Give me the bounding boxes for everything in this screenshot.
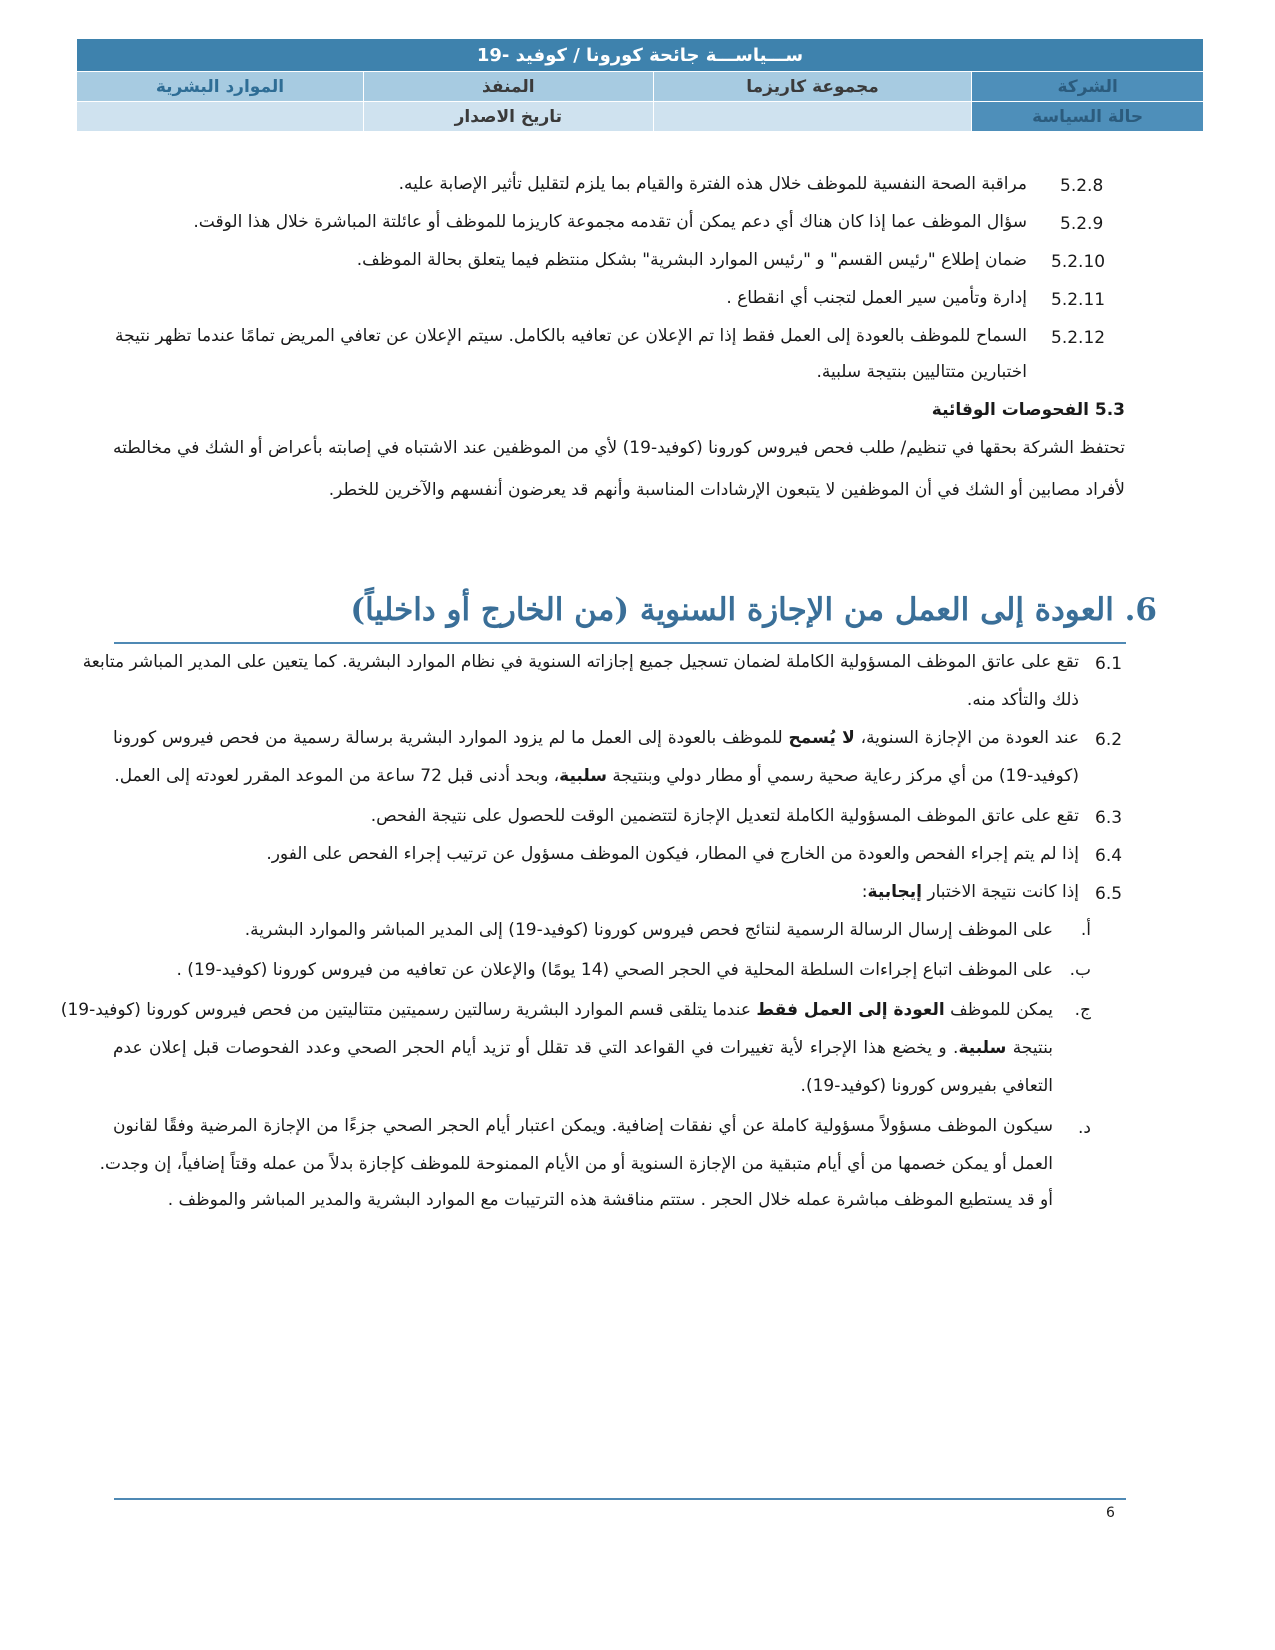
sub-item-text [60, 998, 1053, 1022]
page-number: 6 [1106, 1505, 1115, 1521]
footer-divider [114, 1498, 1126, 1500]
section-5-3-paragraph-line: تحتفظ الشركة بحقها في تنظيم/ طلب فحص فيروس كورونا (كوفيد-19) لأي من الموظفين عند الاشتباه في إصابته بأعراض أو الشك في مخالطته [113, 438, 1125, 458]
item-text: إدارة وتأمين سير العمل لتجنب أي انقطاع . [726, 288, 1027, 308]
sub-item-letter: ج. [1074, 1000, 1091, 1020]
section-6-title: 6. العودة إلى العمل من الإجازة السنوية (من الخارج أو داخلياً) [350, 592, 1157, 628]
emphasis-return-only: العودة إلى العمل فقط [756, 1000, 945, 1020]
status-value [653, 102, 971, 132]
item-text [862, 880, 1079, 904]
emphasis-negative: سلبية [559, 766, 608, 786]
item-number: 6.4 [1095, 846, 1123, 866]
executor-value: الموارد البشرية [77, 72, 364, 102]
item-number: 6.3 [1095, 808, 1123, 828]
emphasis-not-allowed: لا يُسمح [788, 728, 855, 748]
text-run: عند العودة من الإجازة السنوية، [854, 728, 1079, 748]
item-text: السماح للموظف بالعودة إلى العمل فقط إذا تم الإعلان عن تعافيه بالكامل. سيتم الإعلان عن تعافي المريض تمامًا عندما تظهر نتيجة [115, 326, 1027, 346]
sub-item-letter: ب. [1069, 960, 1091, 980]
company-value: مجموعة كاريزما [653, 72, 971, 102]
item-number: 6.5 [1095, 884, 1123, 904]
sub-item-letter: د. [1078, 1118, 1091, 1138]
item-number: 5.2.9 [1060, 214, 1104, 234]
item-text-continued: اختبارين متتاليين بنتيجة سلبية. [816, 362, 1027, 382]
issue-date-value [77, 102, 364, 132]
item-number: 6.1 [1095, 654, 1123, 674]
item-number: 5.2.10 [1051, 252, 1106, 272]
item-number: 6.2 [1095, 730, 1123, 750]
item-number: 5.2.11 [1051, 290, 1106, 310]
item-text: إذا لم يتم إجراء الفحص والعودة من الخارج في المطار، فيكون الموظف مسؤول عن ترتيب إجراء الفحص على الفور. [266, 844, 1079, 864]
item-number: 5.2.12 [1051, 328, 1106, 348]
sub-item-text-continued [113, 1036, 1053, 1060]
sub-item-text: على الموظف اتباع إجراءات السلطة المحلية في الحجر الصحي (14 يومًا) والإعلان عن تعافيه من فيروس كورونا (كوفيد-19) . [176, 960, 1053, 980]
text-run: : [861, 882, 868, 902]
text-run: إذا كانت نتيجة الاختبار [922, 882, 1079, 902]
text-run: بنتيجة [1006, 1038, 1053, 1058]
text-run: عندما يتلقى قسم الموارد البشرية رسالتين رسميتين متتاليتين من فحص فيروس كورونا (كوفيد-19) [60, 1000, 757, 1020]
item-text: ضمان إطلاع "رئيس القسم" و "رئيس الموارد البشرية" بشكل منتظم فيما يتعلق بحالة الموظف. [356, 250, 1027, 270]
text-run: . و يخضع هذا الإجراء لأية تغييرات في القواعد التي قد تقلل أو تزيد أيام الحجر الصحي وعدد الفحوصات قبل إعلان عدم [113, 1038, 959, 1058]
company-label: الشركة [972, 72, 1204, 102]
item-text: مراقبة الصحة النفسية للموظف خلال هذه الفترة والقيام بما يلزم لتقليل تأثير الإصابة عليه. [398, 174, 1027, 194]
section-5-3-paragraph-line: لأفراد مصابين أو الشك في أن الموظفين لا يتبعون الإرشادات المناسبة وأنهم قد يعرضون أنفسهم والآخرين للخطر. [328, 480, 1125, 500]
sub-item-letter: أ. [1080, 920, 1091, 940]
policy-header-table [76, 38, 1204, 132]
status-label: حالة السياسة [972, 102, 1204, 132]
sub-item-text-continued: العمل أو يمكن خصمها من أي أيام متبقية من الإجازة السنوية أو من الأيام الممنوحة للموظف كإجازة بدلاً من عمله وقتاً إضافياً، إن وجدت. [99, 1154, 1053, 1174]
item-number: 5.2.8 [1060, 176, 1104, 196]
emphasis-positive: إيجابية [867, 882, 923, 902]
item-text-continued [114, 764, 1079, 788]
text-run: للموظف بالعودة إلى العمل ما لم يزود الموارد البشرية برسالة رسمية من فحص فيروس كورونا [113, 728, 789, 748]
sub-item-text: سيكون الموظف مسؤولاً مسؤولية كاملة عن أي نفقات إضافية. ويمكن اعتبار أيام الحجر الصحي جزءًا من الإجازة المرضية وفقًا لقانون [113, 1116, 1053, 1136]
emphasis-negative: سلبية [958, 1038, 1007, 1058]
item-text: تقع على عاتق الموظف المسؤولية الكاملة لتعديل الإجازة لتتضمين الوقت للحصول على نتيجة الفحص. [370, 806, 1079, 826]
policy-title: ســـياســـة جائحة كورونا / كوفيد -19 [77, 39, 1204, 72]
sub-item-text: على الموظف إرسال الرسالة الرسمية لنتائج فحص فيروس كورونا (كوفيد-19) إلى المدير المباشر والموارد البشرية. [244, 920, 1053, 940]
sub-item-text-continued: التعافي بفيروس كورونا (كوفيد-19). [800, 1076, 1053, 1096]
executor-label: المنفذ [363, 72, 653, 102]
item-text: تقع على عاتق الموظف المسؤولية الكاملة لضمان تسجيل جميع إجازاته السنوية في نظام الموارد البشرية. كما يتعين على المدير المباشر متابعة [82, 652, 1079, 672]
item-text: سؤال الموظف عما إذا كان هناك أي دعم يمكن أن تقدمه مجموعة كاريزما للموظف أو عائلتة المباشرة خلال هذا الوقت. [193, 212, 1027, 232]
text-run: ، وبحد أدنى قبل 72 ساعة من الموعد المقرر لعودته إلى العمل. [114, 766, 560, 786]
section-5-3-heading: 5.3 الفحوصات الوقائية [931, 400, 1125, 420]
text-run: يمكن للموظف [944, 1000, 1053, 1020]
sub-item-text-continued: أو قد يستطيع الموظف مباشرة عمله خلال الحجر . ستتم مناقشة هذه الترتيبات مع الموارد البشرية والمدير المباشر والموظف . [167, 1190, 1053, 1210]
item-text-continued: ذلك والتأكد منه. [966, 690, 1079, 710]
item-text [113, 726, 1079, 750]
section-divider [114, 642, 1126, 644]
text-run: (كوفيد-19) من أي مركز رعاية صحية رسمي أو مطار دولي وبنتيجة [607, 766, 1079, 786]
issue-date-label: تاريخ الاصدار [363, 102, 653, 132]
